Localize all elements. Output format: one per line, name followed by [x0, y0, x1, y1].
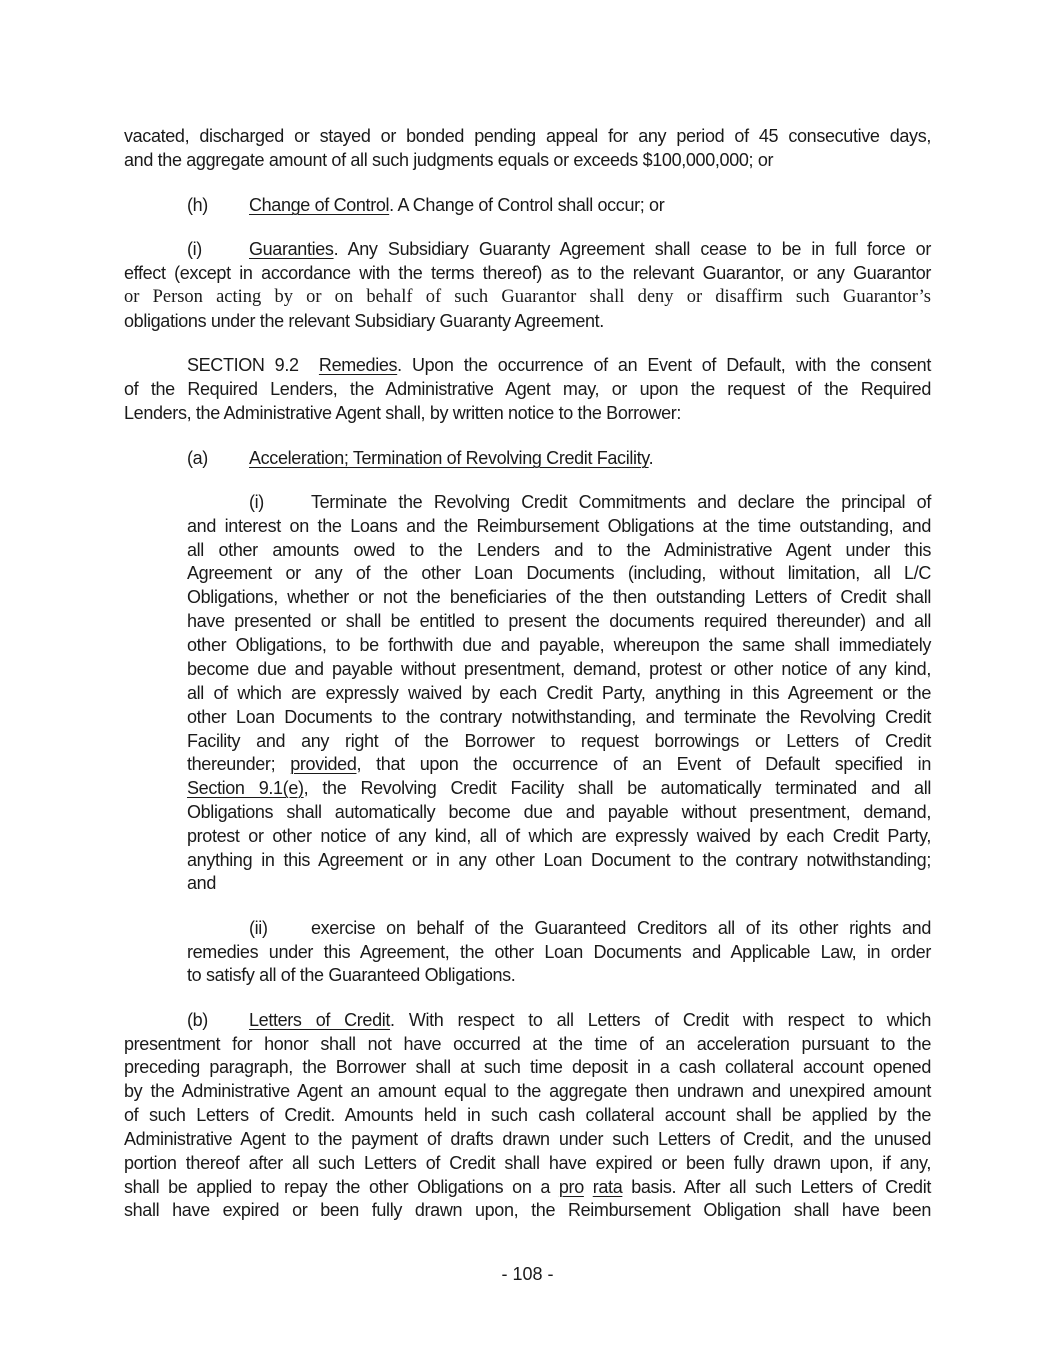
punctuation: .: [648, 448, 654, 468]
paragraph-b-line: of such Letters of Credit. Amounts held in such cash collateral account shall be applied by the: [124, 1105, 931, 1125]
paragraph-text: . With respect to all Letters of Credit with respect to which: [390, 1010, 931, 1030]
paragraph-label: (a): [187, 448, 208, 468]
paragraph-a-ii-line: [249, 916, 931, 940]
section-number: SECTION 9.2: [187, 355, 299, 375]
paragraph-a-i-line: become due and payable without presentment, demand, protest or other notice of any kind,: [187, 659, 931, 679]
paragraph-i-line: or Person acting by or on behalf of such Guarantor shall deny or disaffirm such Guarantor’s: [124, 287, 931, 307]
heading-acceleration: Acceleration; Termination of Revolving Credit Facility: [249, 448, 649, 468]
paragraph-text: exercise on behalf of the Guaranteed Creditors all of its other rights and: [311, 918, 931, 938]
pro-term: pro: [558, 1177, 584, 1197]
paragraph-text: . A Change of Control shall occur; or: [389, 195, 665, 215]
paragraph-label: (b): [187, 1010, 208, 1030]
paragraph-a-i-line: and: [187, 873, 216, 893]
paragraph-b-line: preceding paragraph, the Borrower shall at such time deposit in a cash collateral account opened: [124, 1057, 931, 1077]
paragraph-a-i-line: other Obligations, to be forthwith due and payable, whereupon the same shall immediately: [187, 635, 931, 655]
section-9-2-line: of the Required Lenders, the Administrative Agent may, or upon the request of the Required: [124, 379, 931, 399]
paragraph-a-i-line: [249, 490, 931, 514]
paragraph-b-line: [187, 1008, 931, 1032]
paragraph-text: Terminate the Revolving Credit Commitments and declare the principal of: [311, 492, 931, 512]
paragraph-b-line: by the Administrative Agent an amount equal to the aggregate then undrawn and unexpired amount: [124, 1081, 931, 1101]
paragraph-text: , the Revolving Credit Facility shall be automatically terminated and all: [303, 778, 931, 798]
paragraph-text: shall be applied to repay the other Obligations on a: [124, 1177, 559, 1197]
paragraph-a-i-line: Facility and any right of the Borrower to request borrowings or Letters of Credit: [187, 731, 931, 751]
paragraph-a-i-line: have presented or shall be entitled to present the documents required thereunder) and all: [187, 611, 931, 631]
paragraph-a-i-line: all other amounts owed to the Lenders and to the Administrative Agent under this: [187, 540, 931, 560]
page-number: - 108 -: [501, 1264, 554, 1284]
paragraph-a: [187, 446, 931, 470]
paragraph-a-i-line: protest or other notice of any kind, all of which are expressly waived by each Credit Party,: [187, 826, 931, 846]
paragraph-text: , that upon the occurrence of an Event of Default specified in: [356, 754, 931, 774]
paragraph-label: (h): [187, 195, 208, 215]
paragraph-text: thereunder;: [187, 754, 291, 774]
paragraph-a-i-line: Agreement or any of the other Loan Documents (including, without limitation, all L/C: [187, 563, 931, 583]
heading-letters-of-credit: Letters of Credit: [249, 1010, 391, 1030]
paragraph-a-ii-line: remedies under this Agreement, the other Loan Documents and Applicable Law, in order: [187, 942, 931, 962]
paragraph-b-line: portion thereof after all such Letters of Credit shall have expired or been fully drawn upon, if any,: [124, 1153, 931, 1173]
paragraph-a-i-line: [187, 776, 931, 800]
heading-remedies: Remedies: [318, 355, 398, 375]
paragraph-a-i-line: [187, 752, 931, 776]
paragraph-a-i-line: all of which are expressly waived by each Credit Party, anything in this Agreement or the: [187, 683, 931, 703]
paragraph-a-i-line: anything in this Agreement or in any other Loan Document to the contrary notwithstanding;: [187, 850, 931, 870]
paragraph-a-ii-line: to satisfy all of the Guaranteed Obligations.: [187, 965, 516, 985]
paragraph-a-i-line: Obligations shall automatically become due and payable without presentment, demand,: [187, 802, 931, 822]
paragraph-a-i-line: Obligations, whether or not the beneficiaries of the then outstanding Letters of Credit shall: [187, 587, 931, 607]
paragraph-a-i-line: and interest on the Loans and the Reimbursement Obligations at the time outstanding, and: [187, 516, 931, 536]
heading-guaranties: Guaranties: [249, 239, 334, 259]
paragraph-b-line: presentment for honor shall not have occurred at the time of an acceleration pursuant to the: [124, 1034, 931, 1054]
paragraph-g-line: and the aggregate amount of all such judgments equals or exceeds $100,000,000; or: [124, 150, 774, 170]
rata-term: rata: [592, 1177, 623, 1197]
paragraph-b-line: Administrative Agent to the payment of drafts drawn under such Letters of Credit, and the unused: [124, 1129, 931, 1149]
section-9-1-e-reference: Section 9.1(e): [187, 778, 304, 798]
paragraph-text: . Any Subsidiary Guaranty Agreement shall cease to be in full force or: [333, 239, 931, 259]
paragraph-text: basis. After all such Letters of Credit: [622, 1177, 931, 1197]
paragraph-i-line: [187, 237, 931, 261]
paragraph-label: (ii): [249, 918, 268, 938]
paragraph-g-line: vacated, discharged or stayed or bonded pending appeal for any period of 45 consecutive days,: [124, 126, 931, 146]
heading-change-of-control: Change of Control: [249, 195, 390, 215]
section-9-2-line: Lenders, the Administrative Agent shall, by written notice to the Borrower:: [124, 403, 682, 423]
paragraph-i-line: effect (except in accordance with the terms thereof) as to the relevant Guarantor, or any Guarantor: [124, 263, 931, 283]
provided-term: provided: [290, 754, 357, 774]
paragraph-label: (i): [249, 492, 264, 512]
paragraph-h: [187, 193, 931, 217]
paragraph-b-line: shall have expired or been fully drawn upon, the Reimbursement Obligation shall have been: [124, 1200, 931, 1220]
paragraph-text: . Upon the occurrence of an Event of Default, with the consent: [397, 355, 931, 375]
paragraph-a-i-line: other Loan Documents to the contrary notwithstanding, and terminate the Revolving Credit: [187, 707, 931, 727]
paragraph-b-line: [124, 1175, 931, 1199]
paragraph-i-line: obligations under the relevant Subsidiary Guaranty Agreement.: [124, 311, 604, 331]
section-9-2-line: [187, 353, 931, 377]
paragraph-label: (i): [187, 239, 202, 259]
